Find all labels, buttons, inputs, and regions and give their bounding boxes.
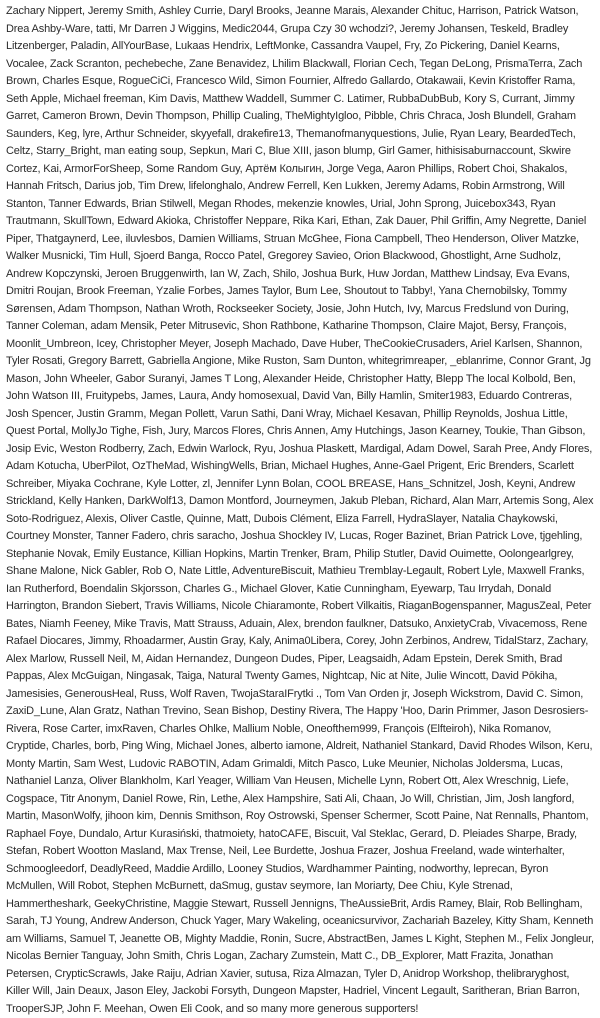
supporters-list: Zachary Nippert, Jeremy Smith, Ashley Currie, Daryl Brooks, Jeanne Marais, Alexander Chituc, Harrison, Patrick Watson, Drea Ashby-Ware, tatti, Mr Darren J Wiggins, Medic2044, Grupa Czy 30 wchodzi?, Jeremy Johansen, Teskeld, Bradley Litzenberger, Paladin, AllYourBase, Lukaas Hendrix, LeftMonke, Cassandra Vaupel, Fry, Zo Pickering, Daniel Kearns, Vocalee, Zack Scranton, pechebeche, Zane Benavidez, Lhilim Blackwall, Florian Cech, Tegan DeLong, PrismaTerra, Zach Brown, Charles Esque, RogueCiCi, Francesco Wild, Simon Fournier, Alfredo Gallardo, Otakawaii, Kevin Kristoffer Rama, Seth Apple, Michael freeman, Kim Davis, Matthew Waddell, Summer C. Latimer, RubbaDubBub, Kory S, Currant, Jimmy Garret, Cameron Brown, Devin Thompson, Phillip Cualing, TheMightyIgloo, Pibble, Chris Chraca, Josh Blundell, Graham Saunders, Keg, lyre, Arthur Schneider, skyyefall, drakefire13, Themanofmanyquestions, Julie, Ryan Leary, BeardedTech, Celtz, Starry_Bright, man eating soup, Sepkun, Mari C, Blue XIII, jason blump, Girl Gamer, hithisisaburnaccount, Skwire Cortez, Kai, ArmorForSheep, Some Random Guy, Артём Колыгин, Jorge Vega, Aaron Phillips, Robert Choi, Shakalos, Hannah Fritsch, Darius job, Tim Drew, lifelonghalo, Andrew Ferrell, Ken Lukken, Jeremy Adams, Robin Armstrong, Will Stanton, Tanner Edwards, Brian Stilwell, Megan Rhodes, mekenzie knowles, Urial, John Sprong, Juicebox343, Ryan Trautmann, SkullTown, Edward Akioka, Christoffer Neppare, Rika Kari, Ethan, Zak Dauer, Phil Griffin, Amy Negrette, Daniel Piper, Thatgaynerd, Lee, iluvlesbos, Damien Williams, Struan McGhee, Fiona Campbell, Theo Henderson, Oliver Matzke, Walker Musnicki, Tim Hull, Sjoerd Banga, Rocco Patel, Gregorey Savieo, Orion Blackwood, Ghostlight, Arne Sudholz, Andrew Kopczynski, Jeroen Bruggenwirth, Ian W, Zach, Shilo, Joshua Burk, Huw Jordan, Matthew Lindsay, Eva Evans, Dmitri Roujan, Brook Freeman, Yzalie Forbes, James Taylor, Bum Lee, Shoutout to Tabby!, Yana Chernobilsky, Tommy Sørensen, Adam Thompson, Nathan Wroth, Rockseeker Society, Josie, John Hutch, Ivy, Marcus Fredslund von During, Tanner Coleman, adam Mensik, Peter Mitrusevic, Shon Rathbone, Katharine Thompson, Claire Majot, Bersy, François, Moonlit_Umbreon, Icey, Christopher Meyer, Joseph Machado, Dave Huber, TheCookieCrusaders, Ariel Karlsen, Shannon, Tyler Rosati, Gregory Barrett, Gabriella Angione, Mike Ruston, Sam Dunton, whitegrimreaper, _eblanrime, Connor Grant, Jg Mason, John Wheeler, Gabor Suranyi, James T Long, Alexander Heide, Christopher Hatty, Blepp The local Kolbold, Ben, John Watson III, Fruitypebs, James, Laura, Andy homosexual, David Van, Billy Hamlin, Smiter1983, Eduardo Contreras, Josh Spencer, Justin Gramm, Megan Pollett, Varun Sathi, Dani Wray, Michael Kesavan, Phillip Reynolds, Joshua Little, Quest Portal, MollyJo Tighe, Fish, Jury, Marcos Flores, Chris Annen, Amy Hutchings, Jason Kearney, Toukie, Than Gibson, Josip Evic, Weston Rodberry, Zach, Edwin Warlock, Ryu, Joshua Plaskett, Mardigal, Adam Dowel, Sarah Pree, Andy Flores, Adam Kotucha, UberPilot, OzTheMad, WishingWells, Brian, Michael Hughes, Anne-Gael Prigent, Eric Brenders, Scarlett Schreiber, Miyaka Cochrane, Kyle Lotter, zl, Jennifer Lynn Bolan, COOL BREASE, Hans_Schnitzel, Josh, Keyni, Andrew Strickland, Kelly Hanken, DarkWolf13, Damon Montford, Journeymen, Jakub Pleban, Richard, Alan Marr, Artemis Song, Alex Soto-Rodriguez, Alexis, Oliver Castle, Quinne, Matt, Dubois Clément, Eliza Farrell, HydraSlayer, Natalia Chaykowski, Courtney Monster, Tanner Fadero, chris saracho, Joshua Shockley IV, Lucas, Roger Bazinet, Brian Patrick Love, tjgehling, Stephanie Novak, Emily Eustance, Killian Hopkins, Martin Trenker, Bram, Philip Stutler, David Ouimette, Oolongearlgrey, Shane Malone, Nick Gabler, Rob O, Nate Little, AdventureBiscuit, Mathieu Tremblay-Legault, Robert Lyle, Maxwell Franks, Ian Rutherford, Boendalin Skjorsson, Charles G., Michael Glover, Katie Cunningham, Eyewarp, Tau Irrydah, Donald Harrington, Brandon Siebert, Travis Williams, Nicole Chiaramonte, Robert Vilkaitis, RiaganBogenspanner, MagusZeal, Peter Bates, Niamh Feeney, Mike Travis, Matt Strauss, Aduain, Alex, brendon faulkner, Datsuko, AnxietyCrab, Vivacemoss, Rene Rafael Diocares, Jimmy, Rhoadarmer, Austin Gray, Kaly, Anima0Libera, Corey, John Zerbinos, Andrew, TidalStarz, Zachary, Alex Marlow, Russell Neil, M, Aidan Hernandez, Dungeon Dudes, Piper, Leagsaidh, Adam Epstein, Derek Smith, Brad Pappas, Alex McGuigan, Ningasak, Taiga, Natural Twenty Games, Nightcap, Nic at Nite, Julie Wincott, David Pōkiha, Jamesisies, GenerousHeal, Russ, Wolf Raven, TwojaStaraIFrytki ., Tom Van Orden jr, Joseph Wickstrom, David C. Simon, ZaxiD_Lune, Alan Gratz, Nathan Trevino, Sean Bishop, Destiny Rivera, The Happy 'Hoo, Darin Primmer, Jason Desrosiers-Rivera, Rose Carter, imxRaven, Charles Ohlke, Mallium Noble, Oneofthem999, François (Elfteiroh), Nika Romanov, Cryptide, Charles, borb, Ping Wing, Michael Jones, alberto iamone, Aldreit, Nathaniel Stankard, David Rhodes Wilson, Keru, Monty Martin, Sam West, Ludovic RABOTIN, Adam Grimaldi, Mitch Pasco, Luke Meunier, Nicholas Joldersma, Lucas, Nathaniel Lanza, Oliver Blankholm, Karl Yeager, William Van Heusen, Michelle Lynn, Robert Ott, Alex Wreschnig, Liefe, Cogspace, Titr Anonym, Daniel Rowe, Rin, Lethe, Alex Hampshire, Sati Ali, Chaan, Jo Will, Christian, Jim, Josh langford, Martin, MasonWolfy, jihoon kim, Dennis Smithson, Roy Ostrowski, Spenser Schermer, Scott Paine, Nat Rennalls, Phantom, Raphael Foye, Dundalo, Artur Kurasiński, thatmoiety, hatoCAFE, Biscuit, Val Steklac, Gerard, D. Pleiades Sharpe, Brady, Stefan, Robert Wootton Masland, Max Trense, Neil, Lee Burdette, Joshua Frazer, Joshua Freeland, wade winterhalter, Schmoogleedorf, DeadlyReed, Maddie Ardillo, Looney Studios, Wardhammer Painting, nodworthy, leprecan, Byron McMullen, Will Robot, Stephen McBurnett, daSmug, gustav seymore, Ian Moriarty, Dee Chiu, Kyle Strenad, Hammertheshark, GeekyChristine, Maggie Stewart, Russell Jennigns, TheAussieBrit, Ardis Ramey, Blair, Rob Bellingham, Sarah, TJ Young, Andrew Anderson, Chuck Yager, Mary Wakeling, oceanicsurvivor, Zachariah Bazeley, Kitty Sham, Kenneth am Williams, Samuel T, Jeanette OB, Mighty Maddie, Ronin, Sucre, AbstractBen, James L Kight, Stephen M., Felix Jongleur, Nicolas Bernier Tanguay, John Smith, Chris Logan, Zachary Zumstein, Matt C., DB_Explorer, Matt Frazita, Jonathan Petersen, CrypticScrawls, Jake Raiju, Adrian Xavier, sutusa, Riza Almazan, Tyler D, Anidrop Workshop, thelibraryghost, Killer Will, Jain Deaux, Jason Eley, Jackobi Forsyth, Dungeon Mapster, Hadriel, Vincent Legault, Saritheran, Brian Barron, TrooperSJP, John F. Meehan, Owen Eli Cook, and so many more generous supporters!	[6, 5, 594, 1015]
